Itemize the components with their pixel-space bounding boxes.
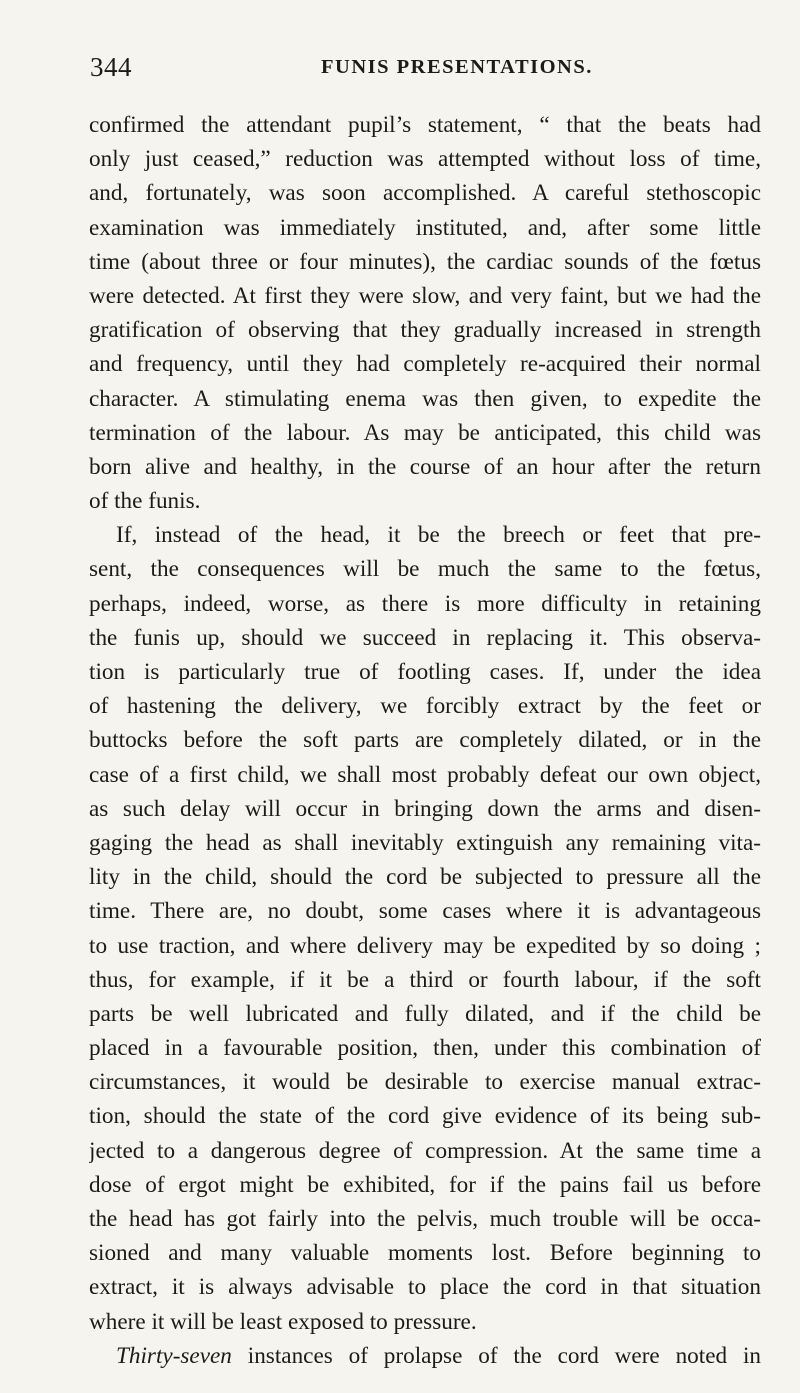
text-line: tion, should the state of the cord give evidence of its being sub-	[89, 1103, 761, 1130]
text-line-rest: instances of prolapse of the cord were noted in	[231, 1342, 761, 1369]
text-line: thus, for example, if it be a third or fourth labour, if the soft	[89, 966, 761, 993]
text-line: termination of the labour. As may be anticipated, this child was	[89, 419, 761, 446]
text-line: gaging the head as shall inevitably extinguish any remaining vita-	[89, 829, 761, 856]
text-line: case of a first child, we shall most probably defeat our own object,	[89, 761, 761, 788]
text-line: time. There are, no doubt, some cases where it is advantageous	[89, 898, 761, 925]
text-line: dose of ergot might be exhibited, for if the pains fail us before	[89, 1171, 761, 1198]
text-line: sioned and many valuable moments lost. Before beginning to	[89, 1240, 761, 1267]
text-line: of hastening the delivery, we forcibly extract by the feet or	[89, 693, 761, 720]
text-line: gratification of observing that they gradually increased in strength	[89, 317, 761, 344]
page-number: 344	[90, 52, 132, 82]
text-line: confirmed the attendant pupil’s statement, “ that the beats had	[89, 112, 761, 138]
text-line: the head has got fairly into the pelvis, much trouble will be occa-	[89, 1206, 761, 1232]
text-line: where it will be least exposed to pressure.	[89, 1308, 477, 1335]
text-line: and frequency, until they had completely re-acquired their normal	[89, 351, 761, 378]
text-line: only just ceased,” reduction was attempted without loss of time,	[89, 146, 761, 173]
text-line: placed in a favourable position, then, under this combination of	[89, 1035, 761, 1062]
text-line: and, fortunately, was soon accomplished. A careful stethoscopic	[89, 180, 761, 207]
text-line: the funis up, should we succeed in replacing it. This observa-	[89, 624, 761, 651]
text-line: born alive and healthy, in the course of an hour after the return	[89, 453, 761, 480]
text-line: were detected. At first they were slow, and very faint, but we had the	[89, 282, 761, 309]
running-title: FUNIS PRESENTATIONS.	[321, 56, 593, 78]
text-line: perhaps, indeed, worse, as there is more difficulty in retaining	[89, 590, 761, 617]
italic-text: Thirty-seven	[116, 1342, 232, 1369]
text-line: jected to a dangerous degree of compression. At the same time a	[89, 1137, 761, 1164]
text-line: lity in the child, should the cord be subjected to pressure all the	[89, 864, 761, 891]
text-line: to use traction, and where delivery may be expedited by so doing ;	[89, 932, 761, 959]
text-line: extract, it is always advisable to place the cord in that situation	[89, 1274, 761, 1301]
text-line-paragraph-start	[89, 1339, 761, 1373]
text-line: tion is particularly true of footling cases. If, under the idea	[89, 659, 761, 685]
text-line: buttocks before the soft parts are completely dilated, or in the	[89, 727, 761, 754]
text-line-paragraph-start: If, instead of the head, it be the breech or feet that pre-	[116, 522, 761, 549]
text-line: examination was immediately instituted, and, after some little	[89, 214, 761, 241]
running-head	[90, 52, 760, 86]
body-text	[89, 108, 761, 1373]
text-line: time (about three or four minutes), the cardiac sounds of the fœtus	[89, 248, 761, 275]
text-line: parts be well lubricated and fully dilated, and if the child be	[89, 1000, 761, 1027]
text-line: circumstances, it would be desirable to exercise manual extrac-	[89, 1069, 761, 1096]
text-line: sent, the consequences will be much the same to the fœtus,	[89, 556, 761, 583]
text-line: of the funis.	[89, 488, 201, 515]
text-line: character. A stimulating enema was then given, to expedite the	[89, 385, 761, 412]
text-line: as such delay will occur in bringing down the arms and disen-	[89, 795, 761, 822]
